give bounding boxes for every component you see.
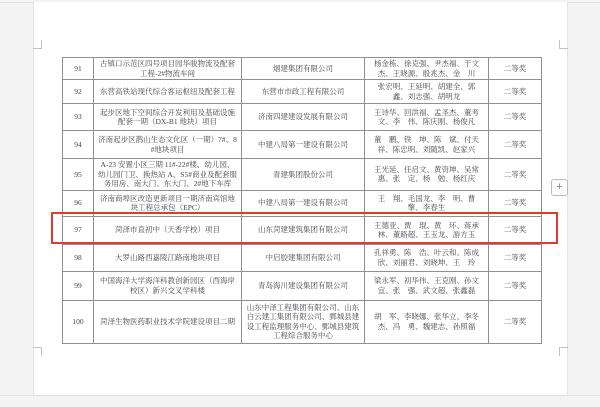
margin-crop-mark-bottom-right: [559, 347, 568, 356]
company-cell[interactable]: 青岛海川建设集团有限公司: [242, 271, 365, 300]
margin-crop-mark-top-left: [33, 40, 42, 49]
award-cell[interactable]: 二等奖: [489, 58, 542, 80]
company-cell[interactable]: 东营市市政工程有限公司: [242, 80, 365, 104]
award-cell[interactable]: 二等奖: [489, 216, 542, 244]
members-cell[interactable]: 王 翔、毛国龙、李 明、曹 擎、李春生: [365, 190, 489, 216]
project-name-cell[interactable]: 济南起步区鹊山生态文化区（一期）7#、8#地块项目: [94, 131, 242, 159]
margin-crop-mark-bottom-left: [33, 347, 42, 356]
row-number-cell[interactable]: 97: [63, 216, 94, 244]
award-cell[interactable]: 二等奖: [489, 190, 542, 216]
project-name-cell[interactable]: 菏泽生物医药职业技术学院建设项目二期: [94, 300, 242, 343]
row-number-cell[interactable]: 98: [63, 244, 94, 271]
table-row: [63, 244, 542, 271]
table-row: [63, 58, 542, 80]
members-cell[interactable]: 杨金栋、徐克强、尹杰福、于文杰、王晓源、殷兆杰、金 川: [365, 58, 489, 80]
project-name-cell[interactable]: A-23 安置小区三期 11#-22#楼、幼儿园、幼儿园门卫、换热站 A、S5#商业及配套服务用房、南大门、东大门、2#地下车库: [94, 159, 242, 191]
row-number-cell[interactable]: 100: [63, 300, 94, 343]
table-row: [63, 190, 542, 216]
table-row: [63, 80, 542, 104]
company-cell[interactable]: 山东菏建建筑集团有限公司: [242, 216, 365, 244]
award-cell[interactable]: 二等奖: [489, 104, 542, 131]
company-cell[interactable]: 青建集团股份公司: [242, 159, 365, 191]
award-cell[interactable]: 二等奖: [489, 271, 542, 300]
members-cell[interactable]: 梁永军、初华伟、王克刚、孙文宜、张 强、武文超、张鑫磊: [365, 271, 489, 300]
company-cell[interactable]: 山东中泽工程集团有限公司、山东白云建工集团有限公司、鄄城县建设工程监理服务中心、鄄城县建筑工程综合服务中心: [242, 300, 365, 343]
award-cell[interactable]: 二等奖: [489, 300, 542, 343]
award-cell[interactable]: 二等奖: [489, 131, 542, 159]
table-row: [63, 159, 542, 191]
award-cell[interactable]: 二等奖: [489, 244, 542, 271]
row-number-cell[interactable]: 94: [63, 131, 94, 159]
table-row: [63, 300, 542, 343]
row-number-cell[interactable]: 99: [63, 271, 94, 300]
project-name-cell[interactable]: 中国海洋大学海洋科教创新园区（西海岸校区）新兴交叉学科楼: [94, 271, 242, 300]
company-cell[interactable]: 烟建集团有限公司: [242, 58, 365, 80]
members-cell[interactable]: 董 鹏、铁 坤、陈 斌、付天祥、陈忠明、刘随凯、赵家兴: [365, 131, 489, 159]
award-cell[interactable]: 二等奖: [489, 80, 542, 104]
award-cell[interactable]: 二等奖: [489, 159, 542, 191]
project-name-cell[interactable]: 菏泽市直初中（天香学校）项目: [94, 216, 242, 244]
project-name-cell[interactable]: 起步区地下空间综合开发利用及基础设施配套一期（DX-B1 地块）项目: [94, 104, 242, 131]
company-cell[interactable]: 济南四建建设发展有限公司: [242, 104, 365, 131]
company-cell[interactable]: 中启胶建集团有限公司: [242, 244, 365, 271]
members-cell[interactable]: 王光延、任启文、黄资坤、吴常惠、张 定、杨 勉、杨红庆: [365, 159, 489, 191]
document-page: [33, 2, 568, 395]
members-cell[interactable]: 王德亚、贾 琨、黄 环、蒋承林、董路超、王玉龙、游方玉: [365, 216, 489, 244]
row-number-cell[interactable]: 93: [63, 104, 94, 131]
table-row: [63, 104, 542, 131]
project-name-cell[interactable]: 东营高铁站现代综合客运枢纽及配套工程: [94, 80, 242, 104]
table-row: [63, 131, 542, 159]
row-number-cell[interactable]: 92: [63, 80, 94, 104]
project-name-cell[interactable]: 济南商埠区改造更新项目一期济南宾馆地块工程总承包（EPC）: [94, 190, 242, 216]
company-cell[interactable]: 中建八局第一建设有限公司: [242, 131, 365, 159]
table-row-highlighted: [63, 216, 542, 244]
company-cell[interactable]: 中建八局第一建设有限公司: [242, 190, 365, 216]
awards-table: [62, 57, 542, 344]
page-bottom-edge: [0, 395, 600, 396]
table-row: [63, 271, 542, 300]
row-number-cell[interactable]: 91: [63, 58, 94, 80]
row-number-cell[interactable]: 96: [63, 190, 94, 216]
members-cell[interactable]: 孔祥勇、陈 浩、叶云和、陈成欣、刘丽君、刘晓坤、王 玲: [365, 244, 489, 271]
insert-plus-button[interactable]: +: [551, 179, 568, 196]
members-cell[interactable]: 王诗华、回洪福、孟圣杰、董考文、李 伟、陈庆刚、杨俊凡: [365, 104, 489, 131]
members-cell[interactable]: 胡 军、李晓娜、张华立、李冬杰、冯 勇、魏建志、孙照福: [365, 300, 489, 343]
members-cell[interactable]: 张宏明、王延明、胡建全、郭 鑫、刘志强、胡明龙: [365, 80, 489, 104]
row-number-cell[interactable]: 95: [63, 159, 94, 191]
project-name-cell[interactable]: 古镇口示范区四号项目园华骏物流及配套工程-2#物流车间: [94, 58, 242, 80]
margin-crop-mark-top-right: [559, 40, 568, 49]
project-name-cell[interactable]: 大罗山路西嘉陵江路南地块项目: [94, 244, 242, 271]
